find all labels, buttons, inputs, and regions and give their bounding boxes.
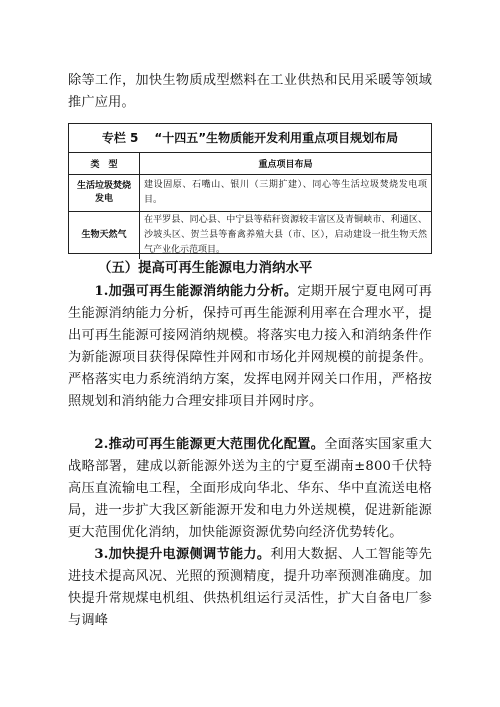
box-title [69, 124, 431, 153]
paragraph-3-lead: 3.加快提升电源侧调节能力。 [94, 547, 271, 562]
paragraph-2-lead: 2.推动可再生能源更大范围优化配置。 [94, 437, 325, 452]
table-row [69, 175, 431, 212]
row-desc: 在平罗县、同心县、中宁县等秸秆资源较丰富区及青铜峡市、利通区、沙坡头区、贺兰县等畜禽养殖大县（市、区），启动建设一批生物天然气产业化示范项目。 [144, 215, 427, 255]
plan-box [68, 123, 432, 254]
intro-paragraph: 除等工作，加快生物质成型燃料在工业供热和民用采暖等领域推广应用。 [68, 73, 432, 110]
row-type: 生活垃圾焚烧发电 [69, 175, 140, 212]
row-desc: 建设固原、石嘴山、银川（三期扩建）、同心等生活垃圾焚烧发电项目。 [140, 175, 432, 212]
box-title-text: “十四五”生物质能开发利用重点项目规划布局 [154, 131, 399, 145]
section-heading: （五）提高可再生能源电力消纳水平 [98, 261, 313, 276]
paragraph-3 [68, 544, 432, 632]
header-layout: 重点项目布局 [140, 153, 432, 175]
table-header-row [69, 153, 431, 175]
paragraph-1 [68, 281, 432, 413]
row-type: 生物天然气 [69, 212, 140, 260]
paragraph-1-body: 定期开展宁夏电网可再生能源消纳能力分析，保持可再生能源利用率在合理水平，提出可再生能源可接网消纳规模。将落实电力接入和消纳条件作为新能源项目获得保障性并网和市场化并网规模的前提条件。严格落实电力系统消纳方案，发挥电网并网关口作用，严格按照规划和消纳能力合理安排项目并网时序。 [68, 284, 433, 409]
table-row [69, 212, 431, 260]
paragraph-1-lead: 1.加强可再生能源消纳能力分析。 [94, 284, 298, 299]
header-type: 类 型 [69, 153, 140, 175]
plan-table [69, 153, 431, 259]
paragraph-2-body: 全面落实国家重大战略部署，建成以新能源外送为主的宁夏至湖南±800千伏特高压直流输电工程，全面形成向华北、华东、华中直流送电格局，进一步扩大我区新能源开发和电力外送规模，促进新能源更大范围优化消纳，加快能源资源优势向经济优势转化。 [68, 437, 432, 540]
box-number: 专栏 5 [101, 131, 139, 145]
paragraph-2 [68, 434, 432, 544]
paragraph-3-body: 利用大数据、人工智能等先进技术提高风况、光照的预测精度，提升功率预测准确度。加快提升常规煤电机组、供热机组运行灵活性，扩大自备电厂参与调峰 [68, 547, 432, 628]
